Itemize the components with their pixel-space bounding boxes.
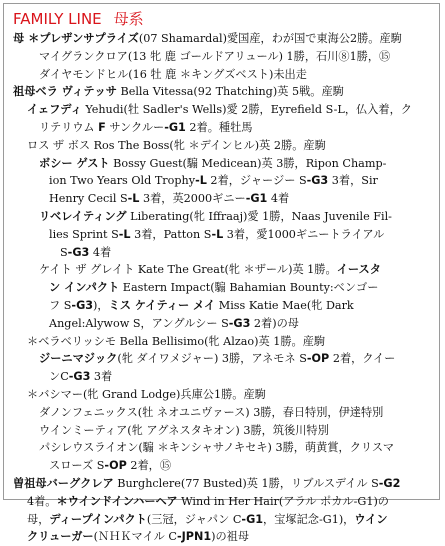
bold-segment: -L bbox=[127, 192, 140, 206]
bold-segment: ボシー ゲスト bbox=[39, 156, 110, 170]
pedigree-line bbox=[4, 493, 441, 511]
bold-segment: ディープインパクト bbox=[49, 512, 147, 526]
text-segment: Yehudi(牡 Sadler's Wells)愛 2勝，Eyrefield S-L，仏入着，ク bbox=[81, 103, 412, 117]
bold-segment: 母 ＊プレザンサプライズ bbox=[13, 32, 139, 45]
text-segment: lies Sprint S bbox=[49, 227, 119, 241]
bold-segment: -G3 bbox=[68, 370, 91, 384]
pedigree-line bbox=[4, 30, 441, 48]
text-segment: ダノンフェニックス(牡 ネオユニヴァース) 3勝，春日特別，伊達特別 bbox=[39, 405, 384, 419]
text-segment: ion Two Years Old Trophy bbox=[49, 174, 196, 188]
bold-segment: 曽祖母バーグクレア bbox=[13, 476, 114, 490]
pedigree-line bbox=[4, 244, 441, 262]
bold-segment: ミス ケイティー メイ bbox=[108, 298, 216, 312]
pedigree-line bbox=[4, 368, 441, 386]
bold-segment: -L bbox=[211, 227, 224, 241]
text-segment: パシレウスライオン(騸 ＊キンシャサノキセキ) 3勝，萌黄賞，クリスマ bbox=[39, 441, 395, 455]
bold-segment: -G1 bbox=[164, 120, 186, 134]
bold-segment: F bbox=[98, 120, 106, 134]
pedigree-line bbox=[4, 261, 441, 279]
text-segment: 4着。 bbox=[27, 494, 57, 508]
text-segment: (牝 ダイワメジャー) 3勝，アネモネ S bbox=[117, 352, 307, 366]
pedigree-line bbox=[4, 208, 441, 226]
text-segment: 母， bbox=[27, 512, 50, 526]
pedigree-line bbox=[4, 297, 441, 315]
text-segment: )の祖母 bbox=[211, 530, 250, 544]
pedigree-line bbox=[4, 422, 441, 440]
text-segment: ンC bbox=[49, 370, 69, 384]
text-segment: 2着)の母 bbox=[250, 316, 299, 330]
text-segment: 3着，英2000ギニー bbox=[139, 192, 246, 206]
pedigree-line bbox=[4, 439, 441, 457]
text-segment: 2着，クイー bbox=[329, 352, 396, 366]
text-segment: Bossy Guest(騸 Medicean)英 3勝，Ripon Champ- bbox=[109, 156, 387, 170]
bold-segment: -L bbox=[195, 174, 207, 188]
text-segment: ，宝塚記念-G1)， bbox=[263, 512, 355, 526]
text-segment: フ S bbox=[49, 298, 72, 312]
text-segment: リテリウム bbox=[39, 120, 99, 134]
bold-segment: -G1 bbox=[245, 192, 268, 206]
bold-segment: -G3 bbox=[71, 298, 94, 312]
text-segment: 3着，Patton S bbox=[130, 227, 212, 241]
bold-segment: -G3 bbox=[67, 245, 90, 259]
text-segment: Bella Vitessa(92 Thatching)英 5戦。産駒 bbox=[116, 85, 344, 99]
pedigree-line bbox=[4, 528, 441, 546]
pedigree-line bbox=[4, 190, 441, 208]
bold-segment: ン インパクト bbox=[49, 281, 120, 295]
text-segment: S bbox=[60, 245, 68, 259]
bold-segment: クリューガー bbox=[27, 530, 94, 544]
text-segment: 4着 bbox=[267, 192, 290, 206]
text-segment: (三冠，ジャパン C bbox=[146, 512, 242, 526]
pedigree-line bbox=[4, 172, 441, 190]
header-title: FAMILY LINE bbox=[13, 10, 102, 28]
bold-segment: リベレイティング bbox=[39, 209, 127, 223]
bold-segment: イースタ bbox=[336, 263, 381, 277]
bold-segment: -G3 bbox=[228, 316, 251, 330]
pedigree-line bbox=[4, 48, 441, 66]
pedigree-line bbox=[4, 315, 441, 333]
bold-segment: -G2 bbox=[378, 476, 401, 490]
text-segment: Henry Cecil S bbox=[49, 192, 128, 206]
pedigree-line bbox=[4, 279, 441, 297]
pedigree-line bbox=[4, 137, 441, 155]
pedigree-line bbox=[4, 333, 441, 351]
pedigree-line bbox=[4, 404, 441, 422]
pedigree-line bbox=[4, 475, 441, 493]
family-line-box bbox=[3, 3, 440, 544]
text-segment: Burghclere(77 Busted)英 1勝，リブルスデイル S bbox=[113, 476, 379, 490]
text-segment: スローズ S bbox=[49, 459, 105, 473]
bold-segment: -JPN1 bbox=[176, 530, 212, 544]
pedigree-line bbox=[4, 119, 441, 137]
section-header bbox=[13, 8, 144, 30]
pedigree-line bbox=[4, 155, 441, 173]
bold-segment: ウイン bbox=[354, 512, 388, 526]
text-segment: 4着 bbox=[89, 245, 112, 259]
pedigree-line bbox=[4, 83, 441, 101]
text-segment: (ＮＨＫマイル C bbox=[93, 530, 177, 544]
text-segment: ケイト ザ グレイト Kate The Great(牝 ＊ザール)英 1勝。 bbox=[39, 263, 337, 277]
text-segment: マイグランクロア(13 牝 鹿 ゴールドアリュール) 1勝，石川⑧1勝，⑮ bbox=[39, 49, 391, 63]
bold-segment: -OP bbox=[104, 459, 127, 473]
pedigree-line bbox=[4, 511, 441, 529]
bold-segment: ＊ウインドインハーヘア bbox=[56, 494, 178, 508]
text-segment: 3着 bbox=[90, 370, 113, 384]
header-subtitle: 母系 bbox=[113, 10, 144, 28]
bold-segment: ジーニマジック bbox=[39, 352, 118, 366]
text-segment: Miss Katie Mae(牝 Dark bbox=[215, 298, 354, 312]
text-segment: Wind in Her Hair(アラル ポカル-G1)の bbox=[177, 494, 389, 508]
text-segment: ＊バシマー(牝 Grand Lodge)兵庫公1勝。産駒 bbox=[27, 387, 266, 401]
bold-segment: -L bbox=[118, 227, 131, 241]
text-segment: ロス ザ ボス Ros The Boss(牝 ＊デインヒル)英 2勝。産駒 bbox=[27, 138, 326, 152]
text-segment: 3着，Sir bbox=[328, 174, 378, 188]
text-segment: 3着，愛1000ギニートライアル bbox=[223, 227, 385, 241]
bold-segment: -G3 bbox=[306, 174, 329, 188]
bold-segment: イェフディ bbox=[27, 103, 82, 117]
pedigree-line bbox=[4, 457, 441, 475]
pedigree-text bbox=[4, 30, 441, 546]
text-segment: Angel:Alywow S，アングルシー S bbox=[49, 316, 229, 330]
text-segment: ＊ベラベリッシモ Bella Bellisimo(牝 Alzao)英 1勝。産駒 bbox=[27, 334, 326, 348]
pedigree-line bbox=[4, 66, 441, 84]
text-segment: ダイヤモンドヒル(16 牡 鹿 ＊キングズベスト)未出走 bbox=[39, 67, 307, 81]
text-segment: )， bbox=[93, 298, 109, 312]
bold-segment: 祖母ベラ ヴィテッサ bbox=[13, 85, 117, 99]
text-segment: サンクルー bbox=[105, 120, 165, 134]
text-segment: ウインミーティア(牝 アグネスタキオン) 3勝，筑後川特別 bbox=[39, 423, 329, 437]
text-segment: Eastern Impact(騸 Bahamian Bounty:ベンゴー bbox=[119, 281, 379, 295]
text-segment: 2着，⑮ bbox=[126, 459, 172, 473]
pedigree-line bbox=[4, 226, 441, 244]
text-segment: (07 Shamardal)愛国産，わが国で東海公2勝。産駒 bbox=[138, 32, 402, 45]
pedigree-line bbox=[4, 350, 441, 368]
bold-segment: -G1 bbox=[241, 512, 264, 526]
text-segment: 2着。種牡馬 bbox=[185, 120, 253, 134]
pedigree-line bbox=[4, 101, 441, 119]
pedigree-line bbox=[4, 386, 441, 404]
bold-segment: -OP bbox=[306, 352, 330, 366]
text-segment: Liberating(牝 Iffraaj)愛 1勝，Naas Juvenile Fil- bbox=[126, 209, 392, 223]
text-segment: 2着，ジャージー S bbox=[206, 174, 307, 188]
